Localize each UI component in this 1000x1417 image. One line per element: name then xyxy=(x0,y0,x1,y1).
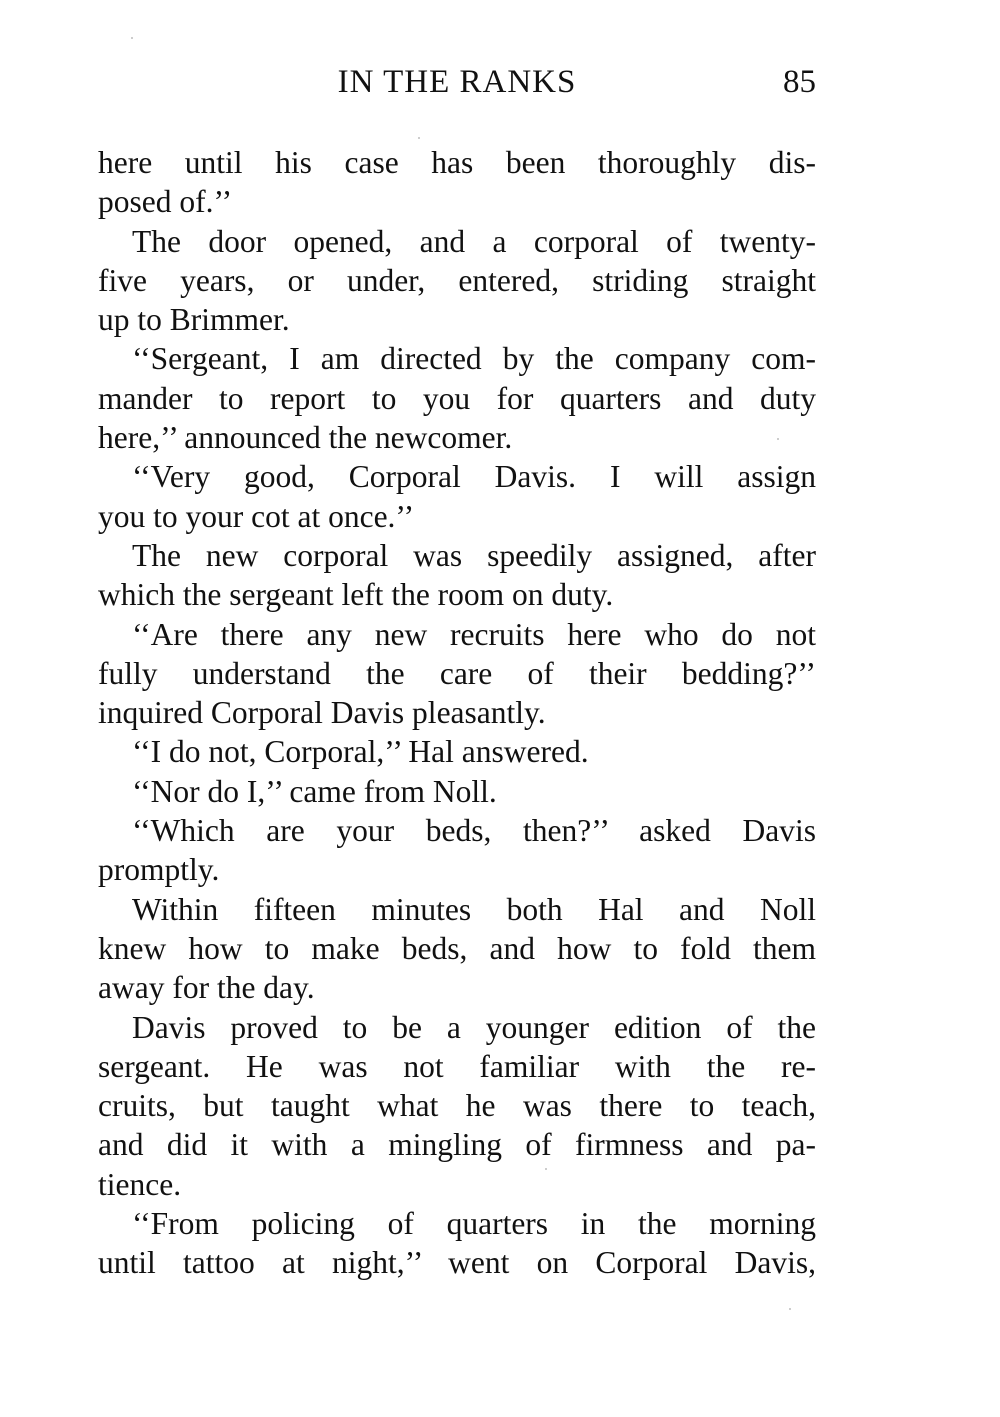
text-line: Within fifteen minutes both Hal and Noll xyxy=(132,891,816,927)
text-line: and did it with a mingling of firmness and pa- xyxy=(98,1127,816,1163)
running-head xyxy=(98,62,816,102)
page-number: 85 xyxy=(783,64,816,100)
scan-speck xyxy=(545,1168,547,1170)
text-line: you to your cot at once.’’ xyxy=(98,498,415,534)
text-line: ‘‘I do not, Corporal,’’ Hal answered. xyxy=(132,734,589,770)
text-line: inquired Corporal Davis pleasantly. xyxy=(98,695,546,731)
text-line: The door opened, and a corporal of twenty- xyxy=(132,223,816,259)
text-line: away for the day. xyxy=(98,970,315,1006)
scan-speck xyxy=(131,37,133,39)
text-line: here,’’ announced the newcomer. xyxy=(98,420,513,456)
text-line: ‘‘Nor do I,’’ came from Noll. xyxy=(132,773,497,809)
text-line: here until his case has been thoroughly dis- xyxy=(98,145,816,180)
text-line: ‘‘Very good, Corporal Davis. I will assign xyxy=(132,459,816,495)
text-line: sergeant. He was not familiar with the re- xyxy=(98,1048,816,1084)
text-line: ‘‘Which are your beds, then?’’ asked Davis xyxy=(132,813,816,849)
text-line: ‘‘Sergeant, I am directed by the company com- xyxy=(132,341,816,377)
text-line: ‘‘Are there any new recruits here who do not xyxy=(132,616,816,652)
text-line: up to Brimmer. xyxy=(98,302,290,338)
scan-speck xyxy=(418,137,420,139)
text-line: promptly. xyxy=(98,852,220,888)
text-line: ‘‘From policing of quarters in the morning xyxy=(132,1206,816,1242)
text-line: until tattoo at night,’’ went on Corporal Davis, xyxy=(98,1245,816,1281)
text-line: cruits, but taught what he was there to teach, xyxy=(98,1088,816,1124)
scan-speck xyxy=(777,438,779,440)
text-line: mander to report to you for quarters and duty xyxy=(98,380,816,416)
text-line: Davis proved to be a younger edition of the xyxy=(132,1009,816,1045)
scan-speck xyxy=(789,1308,791,1310)
text-line: which the sergeant left the room on duty. xyxy=(98,577,614,613)
text-line: fully understand the care of their bedding?’’ xyxy=(98,655,816,691)
text-line: knew how to make beds, and how to fold them xyxy=(98,930,816,966)
running-title: IN THE RANKS xyxy=(337,64,577,100)
text-line: five years, or under, entered, striding straight xyxy=(98,262,816,298)
body-text xyxy=(98,143,816,1283)
text-line: posed of.’’ xyxy=(98,184,233,220)
text-line: The new corporal was speedily assigned, after xyxy=(132,537,816,573)
text-line: tience. xyxy=(98,1166,182,1202)
